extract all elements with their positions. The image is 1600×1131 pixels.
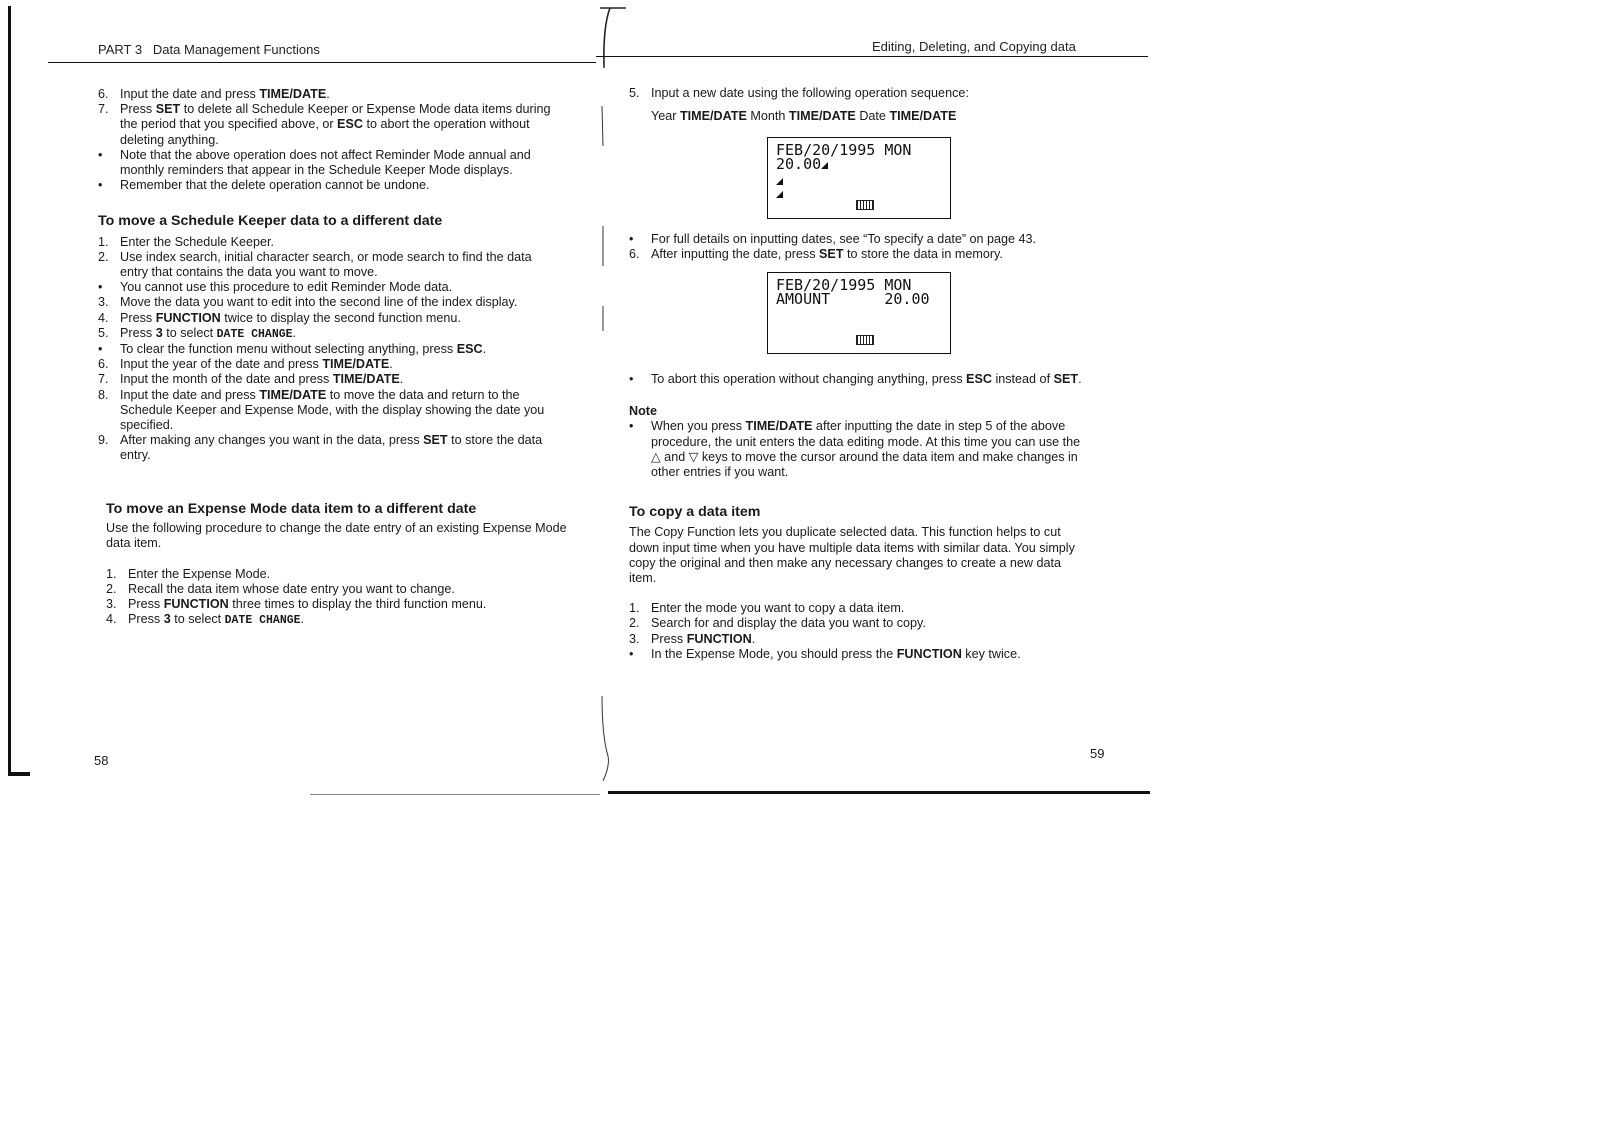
cursor-triangle-icon bbox=[821, 162, 828, 169]
right-page-number: 59 bbox=[1090, 746, 1105, 761]
lcd2-line2: AMOUNT 20.00 bbox=[776, 290, 930, 308]
lcd-display-amount bbox=[767, 272, 951, 354]
text-run: Search for and display the data you want to copy. bbox=[651, 616, 926, 631]
down-arrow-key-icon: ▽ bbox=[688, 449, 699, 464]
step-number: 9. bbox=[98, 433, 109, 448]
text-run: . bbox=[751, 631, 756, 646]
text-run: . bbox=[300, 612, 305, 627]
step-item bbox=[98, 357, 562, 372]
schedule-move-heading: To move a Schedule Keeper data to a different date bbox=[98, 213, 443, 230]
bullet-item bbox=[98, 178, 562, 193]
indicator-triangle-icon bbox=[776, 191, 783, 198]
bullet-marker: • bbox=[98, 178, 103, 193]
key-name: TIME/DATE bbox=[679, 109, 747, 124]
step-item bbox=[629, 247, 1089, 262]
key-name: TIME/DATE bbox=[745, 419, 813, 434]
indicator-triangle-icon bbox=[776, 178, 783, 185]
step-number: 5. bbox=[629, 86, 640, 100]
step-item bbox=[98, 311, 562, 326]
text-run: Press bbox=[120, 310, 156, 325]
right-column-top bbox=[629, 86, 1089, 124]
bullet-marker: • bbox=[629, 232, 634, 246]
text-run: to abort the operation without deleting anything. bbox=[120, 117, 530, 147]
step-number: 2. bbox=[98, 249, 109, 264]
bullet-item bbox=[629, 232, 1089, 247]
text-run: Input the date and press bbox=[120, 387, 260, 402]
text-run: to store the data in memory. bbox=[843, 247, 1003, 262]
right-header-rule bbox=[596, 56, 1148, 57]
step-number: 2. bbox=[106, 581, 117, 596]
left-running-header bbox=[98, 42, 320, 57]
bullet-marker: • bbox=[98, 342, 103, 357]
step-item bbox=[98, 87, 562, 102]
right-column-mid bbox=[629, 232, 1089, 262]
text-run: Year bbox=[651, 109, 680, 124]
lcd-display-date-edit bbox=[767, 137, 951, 219]
step-number: 7. bbox=[98, 102, 109, 117]
copy-steps bbox=[629, 601, 1089, 662]
key-name: FUNCTION bbox=[686, 631, 752, 646]
step-item bbox=[98, 102, 562, 148]
key-name: TIME/DATE bbox=[332, 372, 400, 387]
key-name: TIME/DATE bbox=[322, 357, 390, 372]
step-item bbox=[106, 567, 568, 582]
expense-move-heading: To move an Expense Mode data item to a different date bbox=[106, 501, 477, 517]
step-item bbox=[98, 372, 562, 387]
text-run: keys to move the cursor around the data item and make changes in other entries if you want. bbox=[651, 449, 1078, 480]
right-running-header: Editing, Deleting, and Copying data bbox=[872, 39, 1076, 54]
text-run: . bbox=[326, 87, 330, 101]
text-run: To abort this operation without changing anything, press bbox=[651, 372, 967, 386]
operation-sequence bbox=[629, 109, 1089, 124]
text-run: After inputting the date, press bbox=[651, 247, 820, 262]
step-number: 6. bbox=[98, 357, 109, 372]
step-item bbox=[98, 235, 562, 250]
bullet-item bbox=[629, 647, 1089, 662]
lcd1-line2 bbox=[776, 157, 828, 172]
key-name: 3 bbox=[155, 325, 163, 340]
step-number: 3. bbox=[98, 295, 109, 310]
bullet-item bbox=[98, 148, 562, 178]
key-name: TIME/DATE bbox=[259, 87, 327, 101]
step-5 bbox=[629, 86, 1089, 101]
bullet-marker: • bbox=[629, 646, 634, 661]
key-name: FUNCTION bbox=[163, 597, 229, 612]
step-item bbox=[629, 86, 1089, 101]
copy-intro: The Copy Function lets you duplicate selected data. This function helps to cut down input time when you have multiple data items with similar data. You simply copy the original and then make any necessary changes to create a new data item. bbox=[629, 525, 1075, 586]
step-item bbox=[106, 597, 568, 612]
text-run: Note that the above operation does not affect Reminder Mode annual and monthly reminders that appear in the Schedule Keeper Mode displays. bbox=[120, 147, 531, 178]
step-number: 4. bbox=[106, 612, 117, 627]
date-notes bbox=[629, 232, 1089, 262]
key-name: TIME/DATE bbox=[259, 387, 327, 402]
text-run: after inputting the date in step 5 of the above procedure, the unit enters the data editing mode. At this time you can use the bbox=[651, 419, 1081, 449]
text-run: Press bbox=[120, 102, 156, 117]
text-run: . bbox=[292, 325, 297, 340]
text-run: Press bbox=[120, 325, 156, 340]
left-page-number: 58 bbox=[94, 753, 109, 768]
text-run: to move the data and return to the Schedule Keeper and Expense Mode, with the display showing the date you specified. bbox=[120, 387, 545, 433]
text-run: When you press bbox=[651, 419, 746, 434]
step-item bbox=[98, 295, 562, 310]
left-bottom-rule bbox=[310, 794, 600, 795]
text-run: Enter the mode you want to copy a data item. bbox=[651, 601, 905, 616]
step-item bbox=[98, 433, 562, 463]
step-number: 8. bbox=[98, 387, 109, 402]
key-name: FUNCTION bbox=[155, 310, 221, 325]
key-name: SET bbox=[1053, 372, 1079, 386]
step-number: 5. bbox=[98, 325, 109, 340]
bullet-marker: • bbox=[98, 280, 103, 295]
left-header-rule bbox=[48, 62, 596, 63]
right-bottom-rule bbox=[608, 791, 1150, 794]
step-item bbox=[629, 601, 1089, 616]
step-item bbox=[106, 612, 568, 628]
step-number: 2. bbox=[629, 616, 640, 631]
text-run: Press bbox=[128, 597, 164, 612]
key-name: FUNCTION bbox=[896, 646, 962, 661]
text-run: to store the data entry. bbox=[120, 433, 543, 463]
key-name: ESC bbox=[337, 117, 363, 132]
expense-move-steps bbox=[106, 567, 568, 629]
bullet-item bbox=[98, 342, 562, 357]
key-name: TIME/DATE bbox=[889, 109, 957, 124]
expense-move-intro: Use the following procedure to change the date entry of an existing Expense Mode data item. bbox=[106, 521, 567, 551]
key-name: TIME/DATE bbox=[788, 109, 856, 124]
step-number: 6. bbox=[629, 247, 640, 262]
abort-note bbox=[629, 372, 1089, 387]
step-item bbox=[98, 326, 562, 342]
text-run: . bbox=[389, 357, 393, 372]
step-number: 7. bbox=[98, 372, 109, 387]
text-run: Input the date and press bbox=[120, 87, 260, 101]
text-run: Input a new date using the following operation sequence: bbox=[651, 86, 969, 100]
bullet-item bbox=[629, 419, 1089, 480]
key-name: SET bbox=[155, 102, 181, 117]
text-run: For full details on inputting dates, see “To specify a date” on page 43. bbox=[651, 232, 1037, 246]
text-run: Use index search, initial character search, or mode search to find the data entry that contains the data you want to move. bbox=[120, 249, 532, 280]
note-heading: Note bbox=[629, 404, 657, 419]
text-run: Input the month of the date and press bbox=[120, 372, 333, 387]
key-name: ESC bbox=[456, 342, 483, 357]
text-run: You cannot use this procedure to edit Reminder Mode data. bbox=[120, 280, 453, 295]
step-item bbox=[98, 250, 562, 280]
step-number: 1. bbox=[629, 601, 640, 616]
bullet-marker: • bbox=[629, 419, 634, 434]
left-column-lower bbox=[106, 502, 568, 628]
text-run: Enter the Schedule Keeper. bbox=[120, 234, 275, 249]
menu-command: DATE CHANGE bbox=[224, 614, 301, 628]
step-number: 4. bbox=[98, 310, 109, 325]
schedule-move-steps bbox=[98, 235, 562, 464]
text-run: Recall the data item whose date entry you want to change. bbox=[128, 581, 455, 596]
menu-command: DATE CHANGE bbox=[216, 327, 293, 341]
text-run: . bbox=[1078, 372, 1082, 386]
bullet-marker: • bbox=[629, 372, 634, 386]
text-run: Input the year of the date and press bbox=[120, 357, 323, 372]
text-run: Press bbox=[128, 612, 164, 627]
caps-indicator-icon bbox=[856, 335, 874, 345]
step-number: 1. bbox=[98, 234, 109, 249]
step-number: 3. bbox=[629, 631, 640, 646]
bullet-item bbox=[98, 280, 562, 295]
text-run: Press bbox=[651, 631, 687, 646]
text-run: To clear the function menu without selecting anything, press bbox=[120, 342, 457, 357]
key-name: 3 bbox=[163, 612, 171, 627]
text-run: to delete all Schedule Keeper or Expense Mode data items during the period that you specified above, or bbox=[120, 102, 551, 132]
text-run: instead of bbox=[991, 372, 1054, 386]
right-column-lower bbox=[629, 372, 1089, 662]
text-run: to select bbox=[170, 612, 225, 627]
key-name: SET bbox=[819, 247, 844, 262]
step-number: 6. bbox=[98, 87, 109, 101]
text-run: key twice. bbox=[961, 646, 1021, 661]
up-arrow-key-icon: △ bbox=[651, 449, 661, 464]
text-run: . bbox=[482, 342, 487, 357]
text-run: In the Expense Mode, you should press the bbox=[651, 646, 897, 661]
lcd1-indicator-b bbox=[776, 186, 783, 201]
lcd2-line1: FEB/20/1995 MON bbox=[776, 276, 912, 294]
left-column bbox=[98, 87, 562, 464]
book-spine-line bbox=[598, 6, 628, 786]
left-binding-foot bbox=[8, 772, 30, 776]
caps-indicator-icon bbox=[856, 200, 874, 210]
text-run: Date bbox=[855, 109, 890, 124]
key-name: ESC bbox=[966, 372, 992, 386]
text-run: twice to display the second function menu. bbox=[220, 310, 461, 325]
note-item bbox=[629, 419, 1089, 480]
text-run: Month bbox=[746, 109, 789, 124]
text-run: . bbox=[399, 372, 404, 387]
text-run: Remember that the delete operation cannot be undone. bbox=[120, 178, 430, 193]
bullet-item bbox=[629, 372, 1089, 387]
step-item bbox=[106, 582, 568, 597]
text-run: to select bbox=[162, 325, 217, 340]
step-number: 1. bbox=[106, 566, 117, 581]
copy-heading: To copy a data item bbox=[629, 504, 761, 521]
left-binding-edge bbox=[8, 6, 11, 776]
text-run: Move the data you want to edit into the second line of the index display. bbox=[120, 295, 518, 310]
text-run: After making any changes you want in the data, press bbox=[120, 433, 424, 448]
lcd1-line1: FEB/20/1995 MON bbox=[776, 141, 912, 159]
lcd1-amount: 20.00 bbox=[776, 155, 822, 173]
text-run: three times to display the third function menu. bbox=[228, 597, 487, 612]
text-run: Enter the Expense Mode. bbox=[128, 566, 271, 581]
step-item bbox=[629, 616, 1089, 631]
part-label: PART 3 bbox=[98, 42, 143, 57]
step-number: 3. bbox=[106, 597, 117, 612]
bullet-marker: • bbox=[98, 147, 103, 162]
key-name: SET bbox=[423, 433, 448, 448]
text-run: and bbox=[660, 449, 689, 464]
part-title: Data Management Functions bbox=[152, 42, 320, 57]
step-item bbox=[98, 388, 562, 434]
intro-steps bbox=[98, 87, 562, 193]
step-item bbox=[629, 632, 1089, 647]
